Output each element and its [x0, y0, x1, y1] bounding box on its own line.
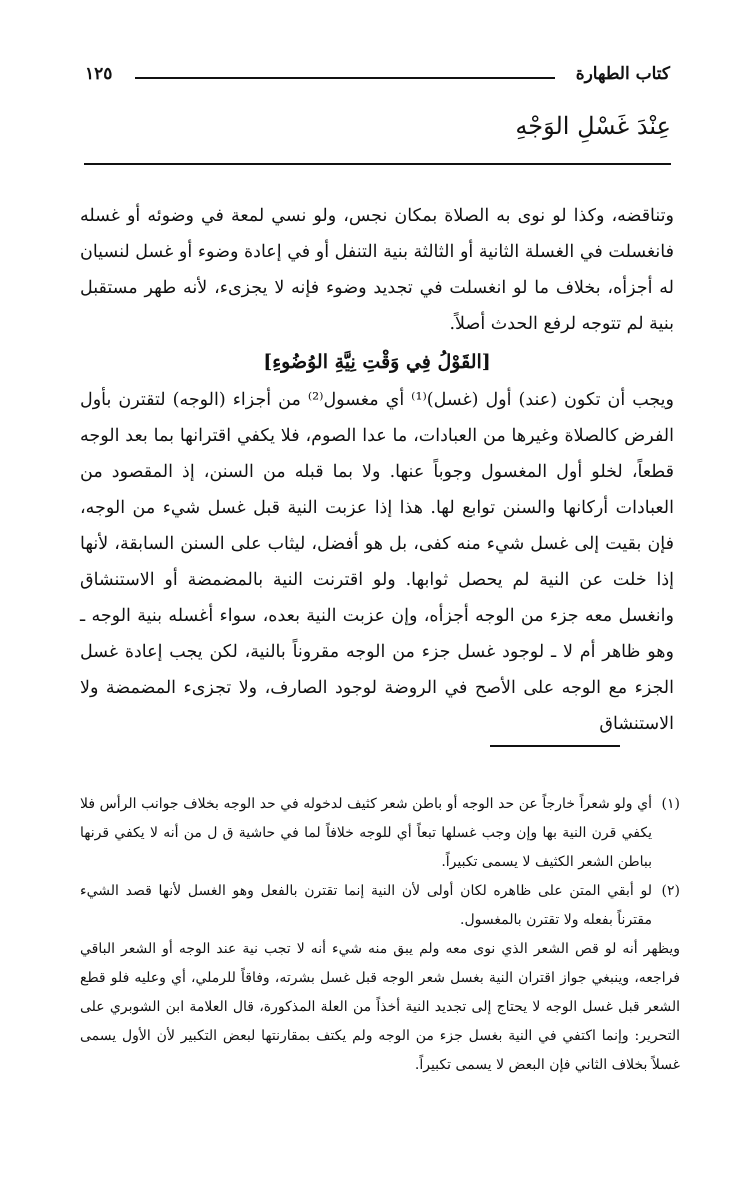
footnote-text: لو أبقي المتن على ظاهره لكان أولى لأن النية إنما تقترن بالفعل وهو الغسل لأنها قصد الشيء مقترناً بفعله ولا تقترن بالمغسول. [80, 883, 652, 928]
header-rule [135, 77, 555, 79]
subheading: [القَوْلُ فِي وَقْتِ نِيَّةِ الوُضُوءِ] [263, 351, 491, 373]
footnote-marker: (١) [661, 796, 680, 812]
footnote-2 [80, 877, 680, 935]
section-title: عِنْدَ غَسْلِ الوَجْهِ [515, 112, 671, 140]
main-text [80, 198, 674, 742]
footnote-2-continuation: ويظهر أنه لو قص الشعر الذي نوى معه ولم يبق منه شيء أنه لا تجب نية عند الوجه أو الشعر الباقي فراجعه، وينبغي جواز اقتران النية بغسل شعر الوجه قبل غسل بشرته، وفاقاً للرملي، أي وعليه فلو قطع الشعر قبل غسل الوجه لا يحتاج إلى تجديد النية أخذاً من العلة المذكورة، قال العلامة ابن الشوبري على التحرير: وإنما اكتفي في النية بغسل جزء من الوجه ولم يكتف بمقارنتها لبعض التكبير لأن الأول يسمى غسلاً بخلاف الثاني فإن البعض لا يسمى تكبيراً. [80, 941, 680, 1073]
running-header [85, 64, 670, 94]
footnote-separator [490, 745, 620, 747]
paragraph-2: ويجب أن تكون (عند) أول (غسل)⁽¹⁾ أي مغسول⁽²⁾ من أجزاء (الوجه) لتقترن بأول الفرض كالصلاة وغيرها من العبادات، ما عدا الصوم، فلا يكفي اقترانها بما بعد الوجه قطعاً، لخلو أول المغسول وجوباً عنها. ولا بما قبله من السنن، إذ المقصود من العبادات أركانها والسنن توابع لها. هذا إذا عزبت النية قبل غسل شيء من الوجه، فإن بقيت إلى غسل شيء منه كفى، بل هو أفضل، ليثاب على السنن السابقة، لأنها إذا خلت عن النية لم يحصل ثوابها. ولو اقترنت النية بالمضمضة أو الاستنشاق وانغسل معه جزء من الوجه أجزأه، وإن عزبت النية بعده، سواء أغسله بنية الوجه ـ وهو ظاهر أم لا ـ لوجود غسل جزء من الوجه مقروناً بالنية، لكن يجب إعادة غسل الجزء مع الوجه على الأصح في الروضة لوجود الصارف، ولا تجزىء المضمضة ولا الاستنشاق [80, 390, 674, 734]
footnote-1 [80, 790, 680, 877]
footnotes [80, 790, 680, 1080]
footnote-marker: (٢) [661, 883, 680, 899]
page-number: ١٢٥ [85, 64, 113, 84]
footnote-text: أي ولو شعراً خارجاً عن حد الوجه أو باطن شعر كثيف لدخوله في حد الوجه بخلاف جوانب الرأس فلا يكفي قرن النية بها وإن وجب غسلها تبعاً أي للوجه خلافاً لما في حاشية ق ل من أنه لا يكفي قرنها بباطن الشعر الكثيف لا يسمى تكبيراً. [80, 796, 652, 870]
paragraph-1: وتناقضه، وكذا لو نوى به الصلاة بمكان نجس، ولو نسي لمعة في وضوئه أو غسله فانغسلت في الغسلة الثانية أو الثالثة بنية التنفل أو في إعادة وضوء أو غسل لنسيان له أجزأه، بخلاف ما لو انغسلت في تجديد وضوء فإنه لا يجزىء، لأنه طهر مستقبل بنية لم تتوجه لرفع الحدث أصلاً. [80, 206, 674, 334]
section-title-rule [84, 163, 671, 165]
running-header-title: كتاب الطهارة [575, 64, 670, 84]
